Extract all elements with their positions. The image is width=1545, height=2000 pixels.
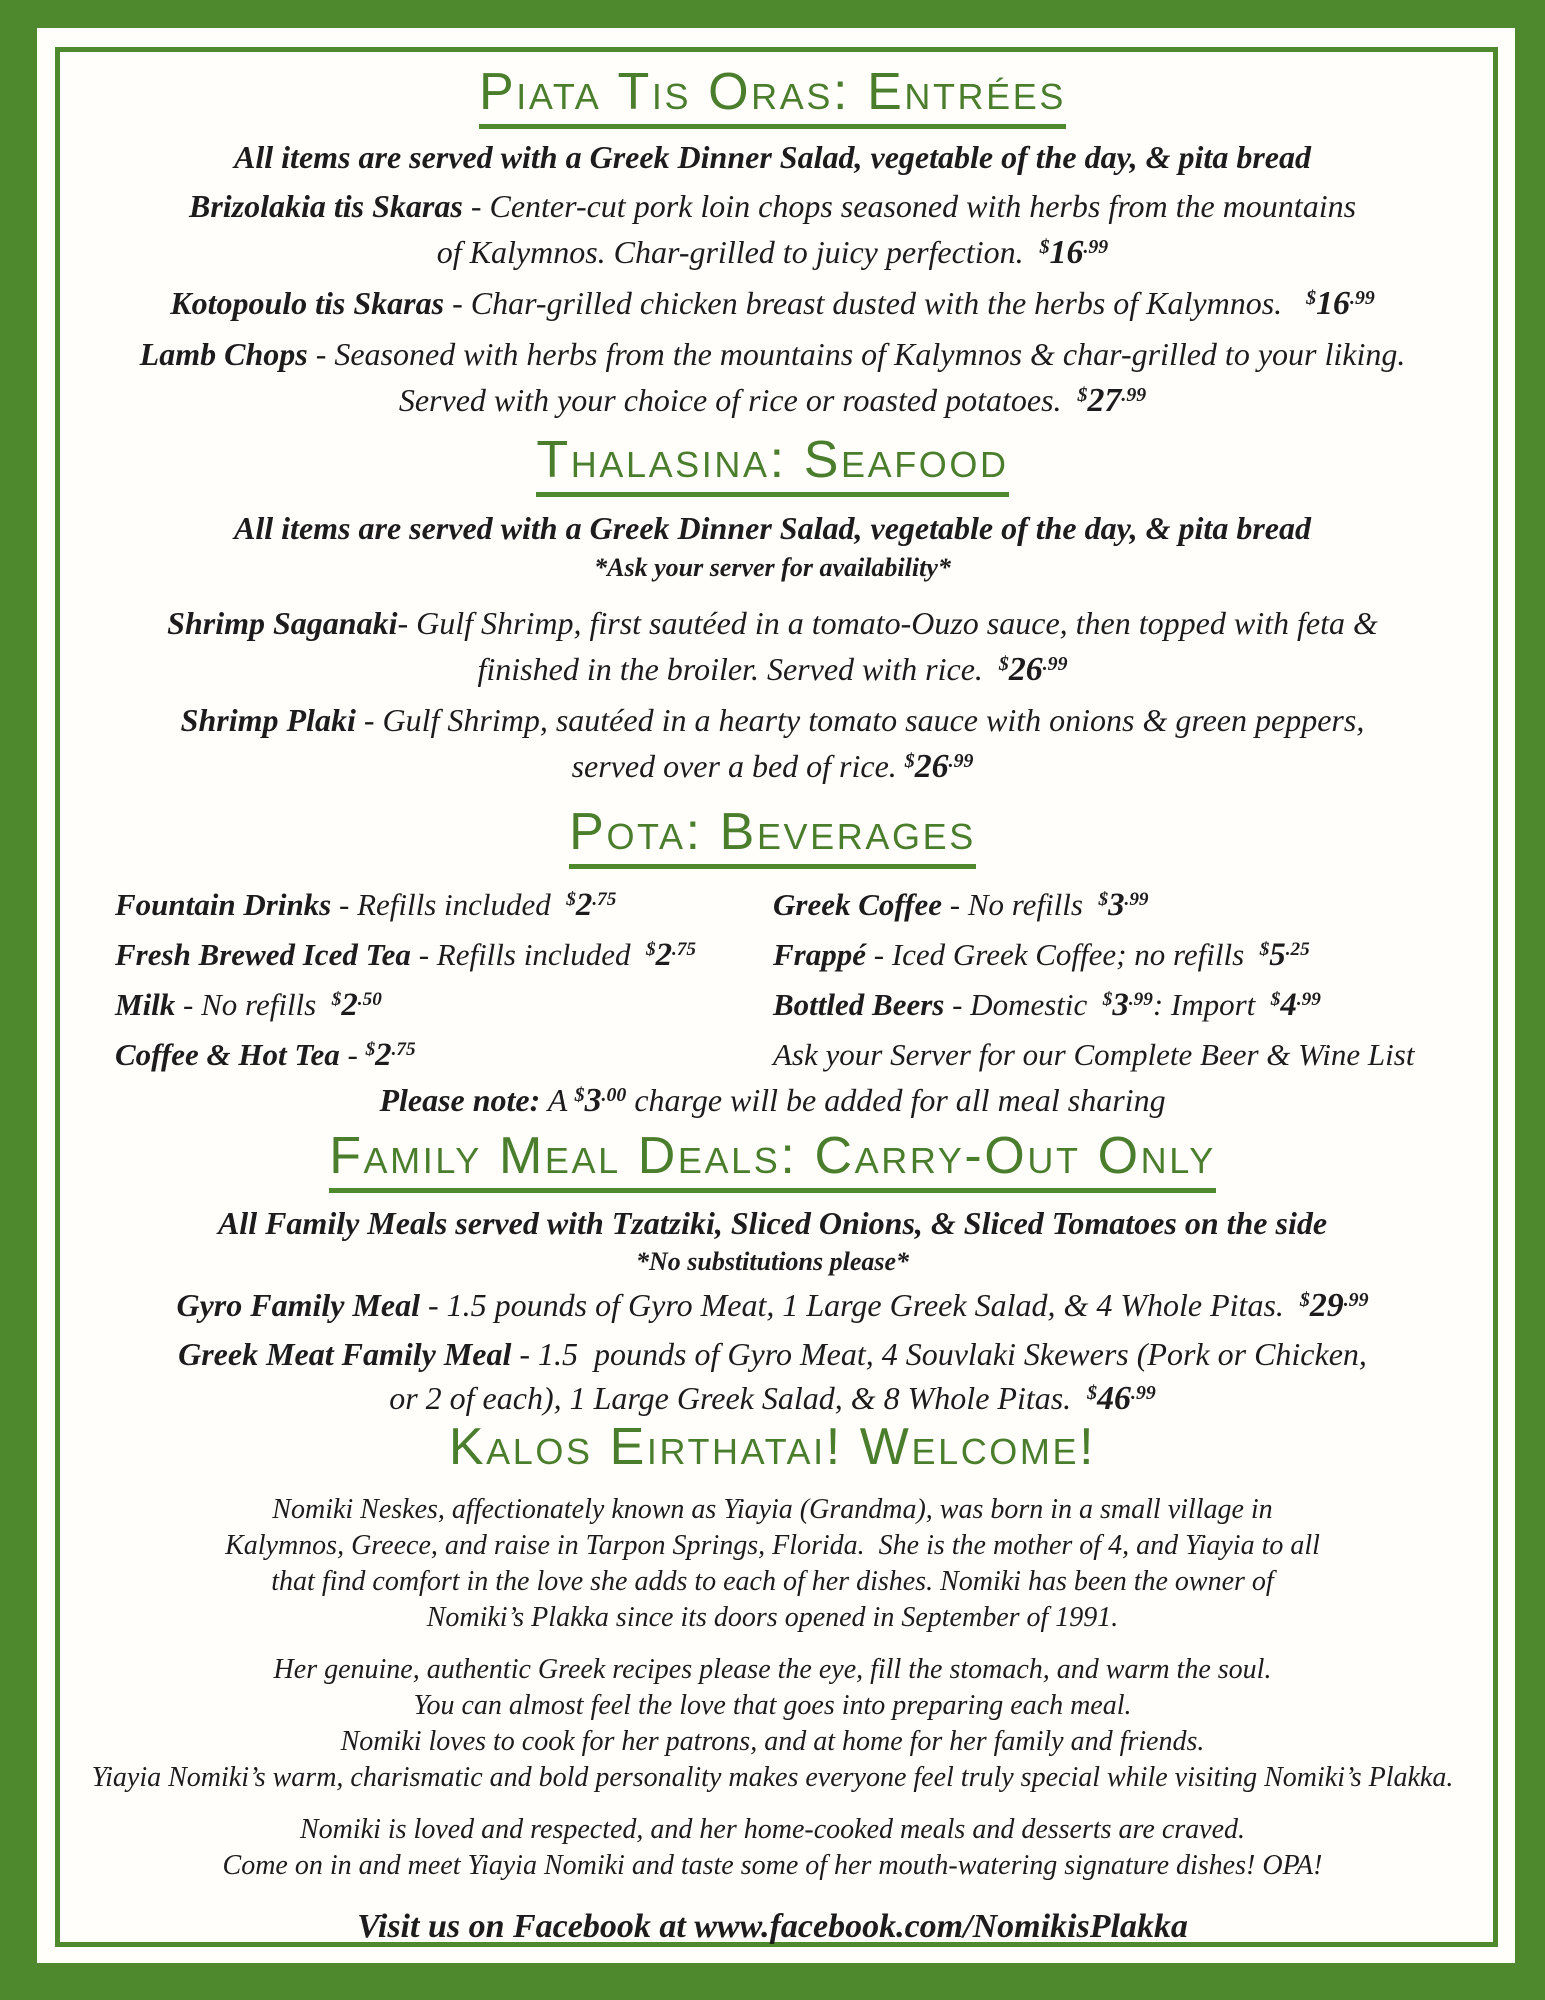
family-items [0,1283,1545,1425]
item-description: - No refills [942,887,1099,922]
item-price: $^{\$}26^{.99}$ [904,748,974,785]
item-price: $^{\$}46^{.99}$ [1087,1380,1156,1417]
menu-line [115,982,696,1032]
paragraph-line: Nomiki Neskes, affectionately known as Yiayia (Grandma), was born in a small village in [272,1494,1273,1525]
facebook-line: Visit us on Facebook at www.facebook.com/NomikisPlakka [357,1908,1188,1945]
menu-line [115,882,696,932]
item-description: served over a bed of rice. [571,748,905,784]
item-name: Coffee & Hot Tea [115,1037,340,1072]
item-price: $^{\$}4^{.99}$ [1270,987,1321,1023]
item-description: Ask your Server for our Complete Beer & Wine List [773,1037,1415,1072]
welcome-paragraph-3 [0,1812,1545,1884]
paragraph-line: Nomiki is loved and respected, and her home-cooked meals and desserts are craved. [299,1814,1246,1845]
menu-line [115,1032,696,1082]
item-description: - Refills included [331,887,567,922]
menu-line [0,229,1545,280]
paragraph-line: that find comfort in the love she adds to each of her dishes. Nomiki has been the owner of [271,1566,1274,1597]
item-name: Gyro Family Meal [176,1287,420,1323]
item-price: $^{\$}5^{.25}$ [1259,937,1310,973]
paragraph-line: Nomiki’s Plakka since its doors opened in September of 1991. [426,1602,1119,1633]
welcome-paragraph-1 [0,1492,1545,1636]
menu-line [115,932,696,982]
menu-line [0,1332,1545,1376]
item-price: $^{\$}26^{.99}$ [998,651,1068,688]
paragraph-line: Nomiki loves to cook for her patrons, and at home for her family and friends. [340,1726,1205,1757]
section-title-seafood: Thalasina: Seafood [0,434,1545,497]
menu-line [0,331,1545,377]
item-description: finished in the broiler. Served with rice. [477,651,999,687]
menu-line [0,183,1545,229]
family-substitutions-note: *No substitutions please* [635,1247,910,1276]
menu-line [0,646,1545,697]
item-price: $^{\$}27^{.99}$ [1077,382,1147,419]
item-name: Brizolakia tis Skaras [188,188,463,224]
paragraph-line: Yiayia Nomiki’s warm, charismatic and bold personality makes everyone feel truly special while visiting Nomiki’s Plakka. [91,1762,1454,1793]
paragraph-line: Come on in and meet Yiayia Nomiki and taste some of her mouth-watering signature dishes! OPA! [222,1850,1323,1881]
menu-line [773,932,1414,982]
seafood-availability-note: *Ask your server for availability* [594,553,951,582]
section-title-family-meals: Family Meal Deals: Carry-Out Only [0,1130,1545,1193]
item-description: - Domestic [944,987,1103,1022]
item-name: Milk [115,987,176,1022]
menu-line [0,697,1545,743]
item-price: $^{\$}16^{.99}$ [1306,285,1375,322]
menu-line [0,1077,1545,1128]
item-price: $^{\$}3^{.00}$ [574,1082,627,1119]
item-description: - Gulf Shrimp, sautéed in a hearty tomato sauce with onions & green peppers, [355,702,1365,738]
seafood-items [0,600,1545,794]
paragraph-line: Her genuine, authentic Greek recipes please the eye, fill the stomach, and warm the soul. [273,1654,1272,1685]
menu-line [0,1283,1545,1332]
paragraph-line: Kalymnos, Greece, and raise in Tarpon Springs, Florida. She is the mother of 4, and Yiayia to all [225,1530,1320,1561]
bold-text: Please note: [379,1082,541,1118]
meal-sharing-note [0,1077,1545,1128]
item-price: $^{\$}2^{.75}$ [365,1037,416,1073]
item-description: - Center-cut pork loin chops seasoned with herbs from the mountains [462,188,1357,224]
item-description: - Gulf Shrimp, first sautéed in a tomato-Ouzo sauce, then topped with feta & [397,605,1378,641]
item-price: $^{\$}2^{.75}$ [645,937,697,973]
item-name: Greek Meat Family Meal [178,1336,512,1372]
menu-line [0,280,1545,331]
beverages-left-column [115,882,696,1082]
section-title-entrees: Piata Tis Oras: Entrées [0,66,1545,129]
family-note: All Family Meals served with Tzatziki, Sliced Onions, & Sliced Tomatoes on the side [217,1205,1328,1241]
item-name: Lamb Chops [139,336,308,372]
section-title-welcome: Kalos Eirthatai! Welcome! [448,1418,1097,1476]
item-description: - Refills included [410,937,646,972]
item-price: $^{\$}2^{.75}$ [566,887,617,923]
paragraph-line: You can almost feel the love that goes into preparing each meal. [413,1690,1132,1721]
item-price: $^{\$}16^{.99}$ [1039,234,1109,271]
item-name: Shrimp Plaki [180,702,356,738]
seafood-note: All items are served with a Greek Dinner Salad, vegetable of the day, & pita bread [234,510,1311,546]
item-description: Served with your choice of rice or roasted potatoes. [398,382,1078,418]
item-name: Frappé [773,937,866,972]
beverages-right-column [773,882,1414,1077]
item-description: of Kalymnos. Char-grilled to juicy perfection. [436,234,1040,270]
menu-line [0,743,1545,794]
menu-line [773,882,1414,932]
item-price: $^{\$}3^{.99}$ [1098,887,1149,923]
item-description: - [339,1037,366,1072]
menu-line [773,1032,1414,1077]
item-description: - No refills [175,987,332,1022]
item-description: - Seasoned with herbs from the mountains of Kalymnos & char-grilled to your liking. [307,336,1406,372]
item-description: - Char-grilled chicken breast dusted with the herbs of Kalymnos. [444,285,1307,321]
item-price: $^{\$}29^{.99}$ [1299,1287,1369,1324]
item-description: or 2 of each), 1 Large Greek Salad, & 8 Whole Pitas. [389,1380,1088,1416]
item-name: Kotopoulo tis Skaras [170,285,445,321]
item-name: Greek Coffee [773,887,943,922]
item-description: - 1.5 pounds of Gyro Meat, 4 Souvlaki Skewers (Pork or Chicken, [511,1336,1367,1372]
section-title-beverages: Pota: Beverages [0,806,1545,869]
item-name: Shrimp Saganaki [167,605,398,641]
item-description: : Import [1152,987,1271,1022]
entrees-items [0,183,1545,428]
item-name: Fresh Brewed Iced Tea [115,937,411,972]
item-price: $^{\$}3^{.99}$ [1102,987,1153,1023]
welcome-paragraph-2 [0,1652,1545,1796]
menu-line [0,600,1545,646]
menu-line [0,377,1545,428]
item-description: charge will be added for all meal sharing [626,1082,1166,1118]
item-price: $^{\$}2^{.50}$ [331,987,382,1023]
item-description: - 1.5 pounds of Gyro Meat, 1 Large Greek Salad, & 4 Whole Pitas. [420,1287,1300,1323]
entrees-note: All items are served with a Greek Dinner Salad, vegetable of the day, & pita bread [234,139,1311,175]
item-description: - Iced Greek Coffee; no refills [866,937,1260,972]
item-name: Bottled Beers [773,987,945,1022]
menu-line [773,982,1414,1032]
item-name: Fountain Drinks [115,887,332,922]
item-description: A [540,1082,575,1118]
